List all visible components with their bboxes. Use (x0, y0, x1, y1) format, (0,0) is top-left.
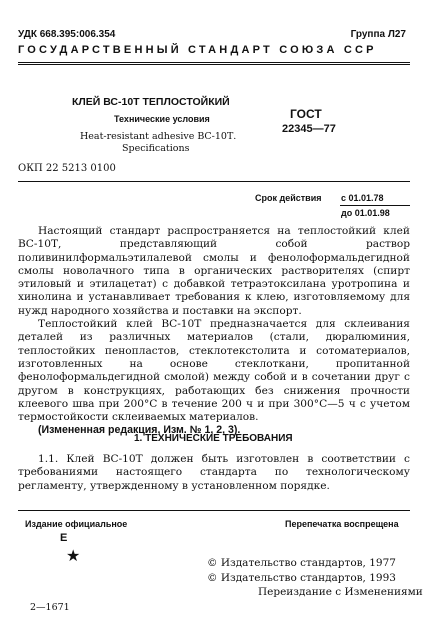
validity-to: до 01.01.98 (341, 208, 390, 218)
paragraph-1-1: 1.1. Клей ВС-10Т должен быть изготовлен в соответствии с требованиями настоящего стандарта по технологическому регламенту, утвержденному в установленном порядке. (18, 453, 410, 492)
copyright-1977: © Издательство стандартов, 1977 (207, 557, 396, 569)
group-code: Группа Л27 (350, 29, 406, 40)
gost-number: 22345—77 (282, 123, 336, 135)
official-edition: Издание официальное (25, 519, 128, 529)
main-text (18, 225, 410, 438)
copyright-1993: © Издательство стандартов, 1993 (207, 572, 396, 584)
state-standard-banner: ГОСУДАРСТВЕННЫЙ СТАНДАРТ СОЮЗА ССР (18, 44, 377, 56)
title-block-rule (18, 181, 410, 182)
amendment-note: (Измененная редакция, Изм. № 1, 2, 3). (38, 424, 241, 437)
title-english: Heat-resistant adhesive ВС-10Т. (80, 131, 237, 142)
footer-rule (18, 510, 410, 511)
document-subtitle: Технические условия (114, 114, 210, 124)
requirements-text (18, 453, 410, 493)
reprint-notice: Перепечатка воспрещена (285, 519, 399, 529)
top-rule-2 (18, 64, 410, 65)
mark-e: E (60, 532, 68, 544)
reissue-note: Переиздание с Изменениями (258, 586, 423, 598)
section-title: 1. ТЕХНИЧЕСКИЕ ТРЕБОВАНИЯ (134, 433, 293, 444)
top-rule (18, 62, 410, 63)
okp-code: ОКП 22 5213 0100 (18, 163, 116, 174)
document-title: КЛЕЙ ВС-10Т ТЕПЛОСТОЙКИЙ (72, 96, 230, 108)
paragraph-purpose: Теплостойкий клей ВС-10Т предназначается для склеивания деталей из различных материалов (стали, дюралюминия, теплостойких пенопластов, стеклотекстолита и сотоматериалов, изготовленных на основе стеклоткани, пропитанной фенолоформальдегидной смолой) между собой и в сочетании друг с другом в конструкциях, работающих без снижения прочности клеевого шва при 200°С в течение 200 ч и при 300°С—5 ч с учетом термостойкости склеиваемых материалов. (18, 318, 410, 424)
validity-from: с 01.01.78 (341, 193, 384, 203)
page-code: 2—1671 (30, 602, 70, 613)
subtitle-english: Specifications (122, 143, 190, 154)
validity-label: Срок действия (255, 193, 322, 203)
paragraph-scope: Настоящий стандарт распространяется на теплостойкий клей ВС-10Т, представляющий собой раствор поливинилформальэтилалевой смолы и фенолоформальдегидной смолы новолачного типа в органических растворителях (спирт этиловый и этилацетат) с добавкой тетраэтоксилана уротропина и хинолина и устанавливает требования к клею, изготовляемому для нужд народного хозяйства и поставки на экспорт. (18, 225, 410, 317)
gost-label: ГОСТ (290, 107, 322, 121)
udk-code: УДК 668.395:006.354 (18, 29, 116, 40)
star-icon: ★ (66, 546, 81, 565)
validity-rule (340, 205, 410, 206)
